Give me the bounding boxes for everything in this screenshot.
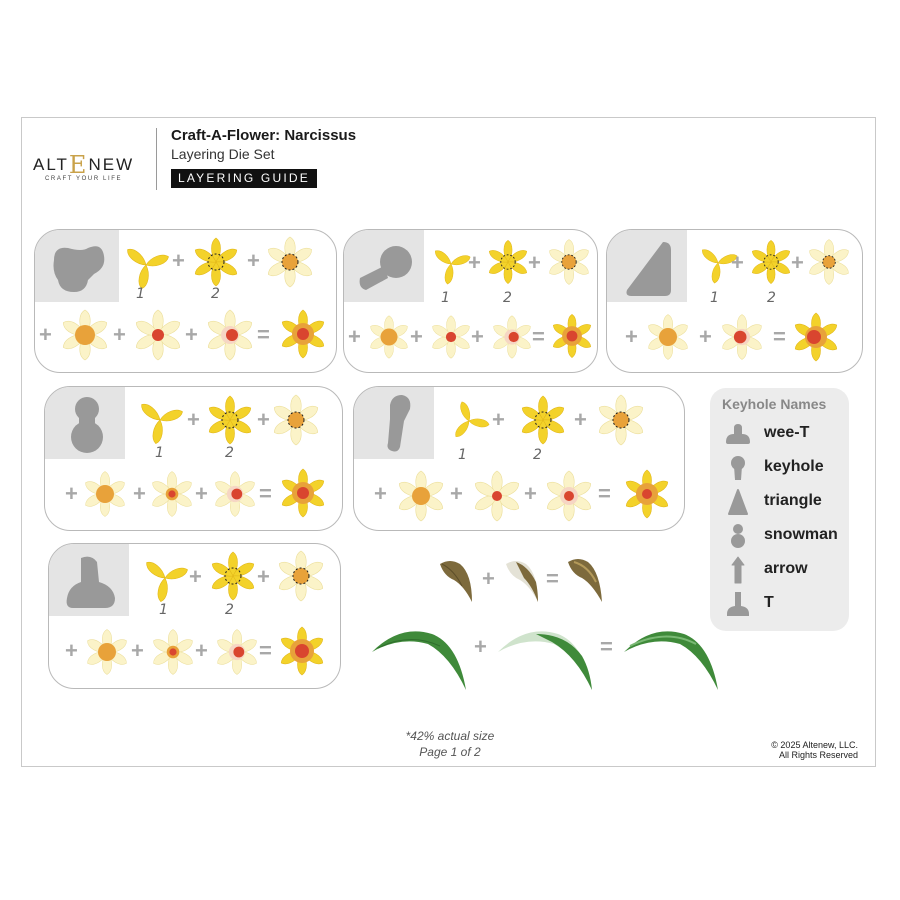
brown-leaf-base (436, 556, 478, 606)
plus-sign: + (374, 481, 387, 506)
triangle-icon (722, 488, 754, 516)
layering-panel-arrow (353, 386, 685, 531)
product-title: Craft-A-Flower: Narcissus (171, 127, 357, 144)
plus-sign: + (187, 407, 200, 432)
keyhole-shape-icon (354, 240, 416, 296)
step-number-2: 2 (503, 290, 512, 306)
plus-sign: + (185, 322, 198, 347)
logo-wordmark: ALTENEW (33, 151, 135, 179)
plus-sign: + (39, 322, 52, 347)
step-number-1: 1 (155, 445, 164, 461)
wee-t-shape-icon (48, 240, 110, 298)
snowman-shape-icon (65, 393, 109, 455)
step-number-1: 1 (159, 602, 168, 618)
plus-sign: + (471, 324, 484, 349)
finished-narcissus (273, 304, 333, 364)
cream-flower-red-cup (209, 624, 265, 680)
legend-title: Keyhole Names (722, 396, 827, 412)
header-divider (156, 128, 157, 190)
arrow-shape-icon (376, 391, 416, 455)
green-leaf-finished (622, 622, 722, 694)
plus-sign: + (131, 638, 144, 663)
finished-narcissus (271, 620, 333, 682)
plus-sign: + (195, 638, 208, 663)
finished-narcissus (787, 308, 845, 366)
cream-flower-orange-cup (56, 306, 114, 364)
cream-flower-red-stamen (145, 467, 199, 521)
plus-sign: + (574, 407, 587, 432)
legend-item-keyhole: keyhole (710, 454, 849, 482)
equals-sign: = (546, 566, 559, 591)
layering-panel-t (48, 543, 341, 689)
equals-sign: = (257, 322, 270, 347)
cream-petal-layer (261, 233, 319, 291)
equals-sign: = (259, 481, 272, 506)
wee-t-icon (722, 420, 754, 448)
brown-leaf-finished (564, 554, 608, 606)
yellow-petal-layer (745, 236, 797, 288)
plus-sign: + (195, 481, 208, 506)
layering-panel-triangle (606, 229, 863, 373)
cream-petal-layer (803, 236, 855, 288)
finished-narcissus (546, 310, 598, 362)
layering-panel-keyhole (343, 229, 598, 373)
cream-flower-orange-cup (78, 467, 132, 521)
arrow-icon (722, 556, 754, 584)
petal-trio-layer (440, 395, 498, 443)
petal-trio-layer (118, 235, 174, 291)
cream-petal-layer (543, 236, 595, 288)
t-shape-icon (61, 552, 119, 610)
step-number-1: 1 (458, 447, 467, 463)
legend-item-snowman: snowman (710, 522, 849, 550)
cream-flower-red-cup (487, 312, 537, 362)
yellow-petal-layer (187, 233, 245, 291)
step-number-2: 2 (211, 286, 220, 302)
plus-sign: + (492, 407, 505, 432)
cream-flower-red-stamen (145, 624, 201, 680)
cream-flower-red-stamen (468, 467, 526, 525)
cream-flower-orange-cup (364, 312, 414, 362)
page-number: Page 1 of 2 (419, 745, 481, 759)
green-leaf-highlight (496, 622, 596, 694)
plus-sign: + (731, 250, 744, 275)
plus-sign: + (247, 248, 260, 273)
snowman-icon (722, 522, 754, 550)
legend-item-triangle: triangle (710, 488, 849, 516)
keyhole-icon (722, 454, 754, 482)
cream-petal-layer (592, 391, 650, 449)
plus-sign: + (482, 566, 495, 591)
plus-sign: + (791, 250, 804, 275)
cream-petal-layer (271, 546, 331, 606)
yellow-petal-layer (201, 391, 259, 449)
equals-sign: = (532, 324, 545, 349)
step-number-2: 2 (767, 290, 776, 306)
plus-sign: + (172, 248, 185, 273)
legend-item-arrow: arrow (710, 556, 849, 584)
brown-leaf-highlight (502, 556, 544, 606)
copyright: © 2025 Altenew, LLC. All Rights Reserved (771, 740, 858, 760)
plus-sign: + (189, 564, 202, 589)
cream-flower-red-cup (715, 310, 769, 364)
finished-narcissus (273, 463, 333, 523)
t-icon (722, 590, 754, 618)
legend-item-wee-t: wee-T (710, 420, 849, 448)
yellow-petal-layer (482, 236, 534, 288)
plus-sign: + (699, 324, 712, 349)
equals-sign: = (773, 324, 786, 349)
legend-item-t: T (710, 590, 849, 618)
plus-sign: + (65, 481, 78, 506)
yellow-petal-layer (203, 546, 263, 606)
layering-panel-wee-t (34, 229, 337, 373)
layering-guide-badge: LAYERING GUIDE (171, 169, 317, 188)
plus-sign: + (257, 564, 270, 589)
cream-flower-orange-cup (392, 467, 450, 525)
plus-sign: + (528, 250, 541, 275)
equals-sign: = (259, 638, 272, 663)
equals-sign: = (598, 481, 611, 506)
plus-sign: + (625, 324, 638, 349)
cream-petal-layer (267, 391, 325, 449)
step-number-1: 1 (441, 290, 450, 306)
equals-sign: = (600, 634, 613, 659)
step-number-1: 1 (136, 286, 145, 302)
step-number-2: 2 (225, 445, 234, 461)
plus-sign: + (65, 638, 78, 663)
cream-flower-orange-cup (79, 624, 135, 680)
keyhole-names-legend (710, 388, 849, 631)
cream-flower-red-cup (208, 467, 262, 521)
plus-sign: + (524, 481, 537, 506)
cream-flower-red-stamen (129, 306, 187, 364)
plus-sign: + (450, 481, 463, 506)
product-subtitle: Layering Die Set (171, 146, 275, 162)
plus-sign: + (133, 481, 146, 506)
plus-sign: + (348, 324, 361, 349)
step-number-2: 2 (533, 447, 542, 463)
step-number-1: 1 (710, 290, 719, 306)
plus-sign: + (257, 407, 270, 432)
yellow-petal-layer (514, 391, 572, 449)
cream-flower-red-cup (201, 306, 259, 364)
green-leaf-base (370, 622, 470, 694)
petal-trio-layer (133, 391, 187, 445)
triangle-shape-icon (623, 238, 675, 298)
logo-tagline: CRAFT YOUR LIFE (45, 176, 123, 182)
scale-note: *42% actual size (405, 729, 495, 743)
step-number-2: 2 (225, 602, 234, 618)
petal-trio-layer (137, 548, 193, 604)
layering-panel-snowman (44, 386, 343, 531)
finished-narcissus (616, 463, 678, 525)
plus-sign: + (474, 634, 487, 659)
plus-sign: + (468, 250, 481, 275)
altenew-logo (33, 140, 145, 190)
plus-sign: + (113, 322, 126, 347)
plus-sign: + (410, 324, 423, 349)
cream-flower-red-cup (540, 467, 598, 525)
cream-flower-red-stamen (426, 312, 476, 362)
cream-flower-orange-cup (641, 310, 695, 364)
